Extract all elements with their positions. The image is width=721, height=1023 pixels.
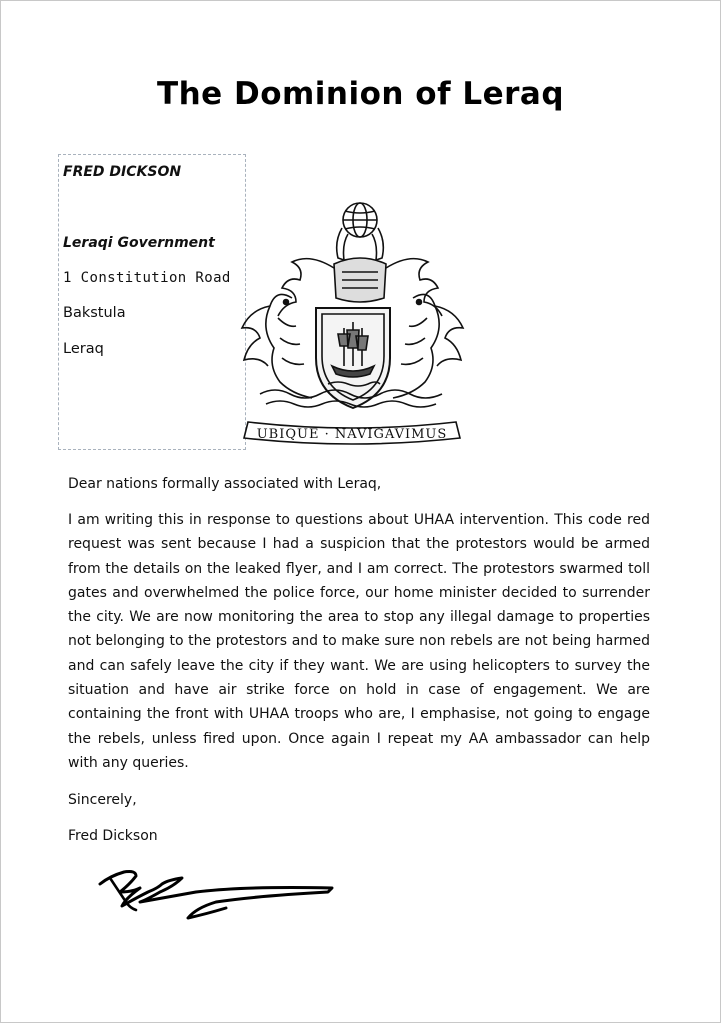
address-street: 1 Constitution Road (63, 270, 231, 286)
document-title: The Dominion of Leraq (156, 76, 565, 112)
address-country: Leraq (63, 341, 104, 357)
letter-body: I am writing this in response to questions about UHAA intervention. This code red request was sent because I had a suspicion that the protestors would be armed from the details on the leaked flyer, and I am correct. The protestors swarmed toll gates and overwhelmed the police force, our home minister decided to surrender the city. We are now monitoring the area to stop any illegal damage to properties not belonging to the protestors and to make sure non rebels are not being harmed and can safely leave the city if they want. We are using helicopters to survey the situation and have air strike force on hold in case of engagement. We are containing the front with UHAA troops who are, I emphasise, not going to engage the rebels, unless fired upon. Once again I repeat my AA ambassador can help with any queries. (68, 512, 650, 771)
letter-closing: Sincerely, (68, 792, 137, 808)
signature (96, 862, 336, 924)
address-name: FRED DICKSON (63, 164, 182, 180)
letter-salutation: Dear nations formally associated with Leraq, (68, 476, 382, 492)
address-organisation: Leraqi Government (63, 235, 215, 251)
coat-of-arms (230, 198, 475, 448)
motto-text: UBIQUE · NAVIGAVIMUS (256, 427, 448, 442)
address-city: Bakstula (63, 305, 126, 321)
address-box (58, 154, 246, 450)
letter-signer: Fred Dickson (68, 828, 158, 844)
